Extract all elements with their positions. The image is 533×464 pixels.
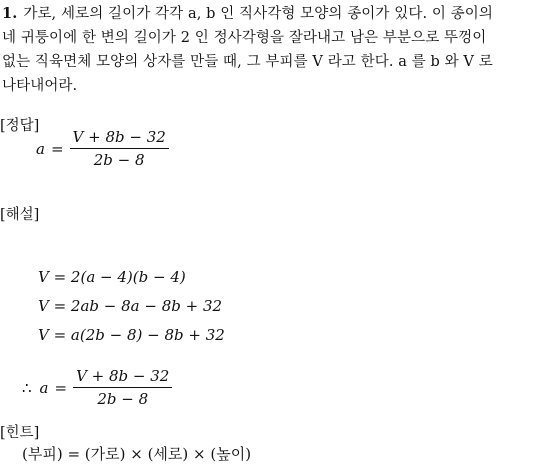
problem-line-4: 나타내어라. — [2, 78, 78, 94]
solution-step-3: V = a(2b − 8) − 8b + 32 — [38, 326, 225, 344]
answer-equals: = — [50, 139, 64, 158]
problem-line-3: 없는 직육면체 모양의 상자를 만들 때, 그 부피를 V 라고 한다. a 를 b 와 V 로 — [2, 54, 493, 70]
answer-numerator: V + 8b − 32 — [70, 128, 169, 149]
problem-number: 1. — [2, 5, 18, 22]
solution-label: [해설] — [0, 207, 40, 223]
problem-statement — [2, 2, 530, 98]
solution-conclusion — [22, 367, 172, 408]
hint-label: [힌트] — [0, 425, 40, 441]
conclusion-numerator: V + 8b − 32 — [73, 367, 172, 388]
conclusion-denominator: 2b − 8 — [97, 390, 149, 408]
answer-equation — [36, 128, 169, 169]
conclusion-equals: = — [54, 378, 68, 397]
problem-line-1 — [2, 2, 530, 26]
solution-step-1: V = 2(a − 4)(b − 4) — [38, 268, 186, 286]
answer-lhs: a — [36, 139, 45, 158]
conclusion-fraction — [73, 367, 172, 408]
solution-step-2: V = 2ab − 8a − 8b + 32 — [38, 297, 223, 315]
answer-label: [정답] — [0, 118, 40, 134]
conclusion-lhs: a — [39, 378, 49, 397]
problem-text-1: 가로, 세로의 길이가 각각 a, b 인 직사각형 모양의 종이가 있다. 이 종이의 — [23, 6, 493, 22]
answer-fraction — [70, 128, 169, 169]
problem-line-2: 네 귀퉁이에 한 변의 길이가 2 인 정사각형을 잘라내고 남은 부분으로 뚜껑이 — [2, 30, 487, 46]
hint-formula: (부피) = (가로) × (세로) × (높이) — [22, 445, 252, 463]
answer-denominator: 2b − 8 — [93, 151, 145, 169]
therefore-symbol: ∴ — [22, 378, 32, 397]
